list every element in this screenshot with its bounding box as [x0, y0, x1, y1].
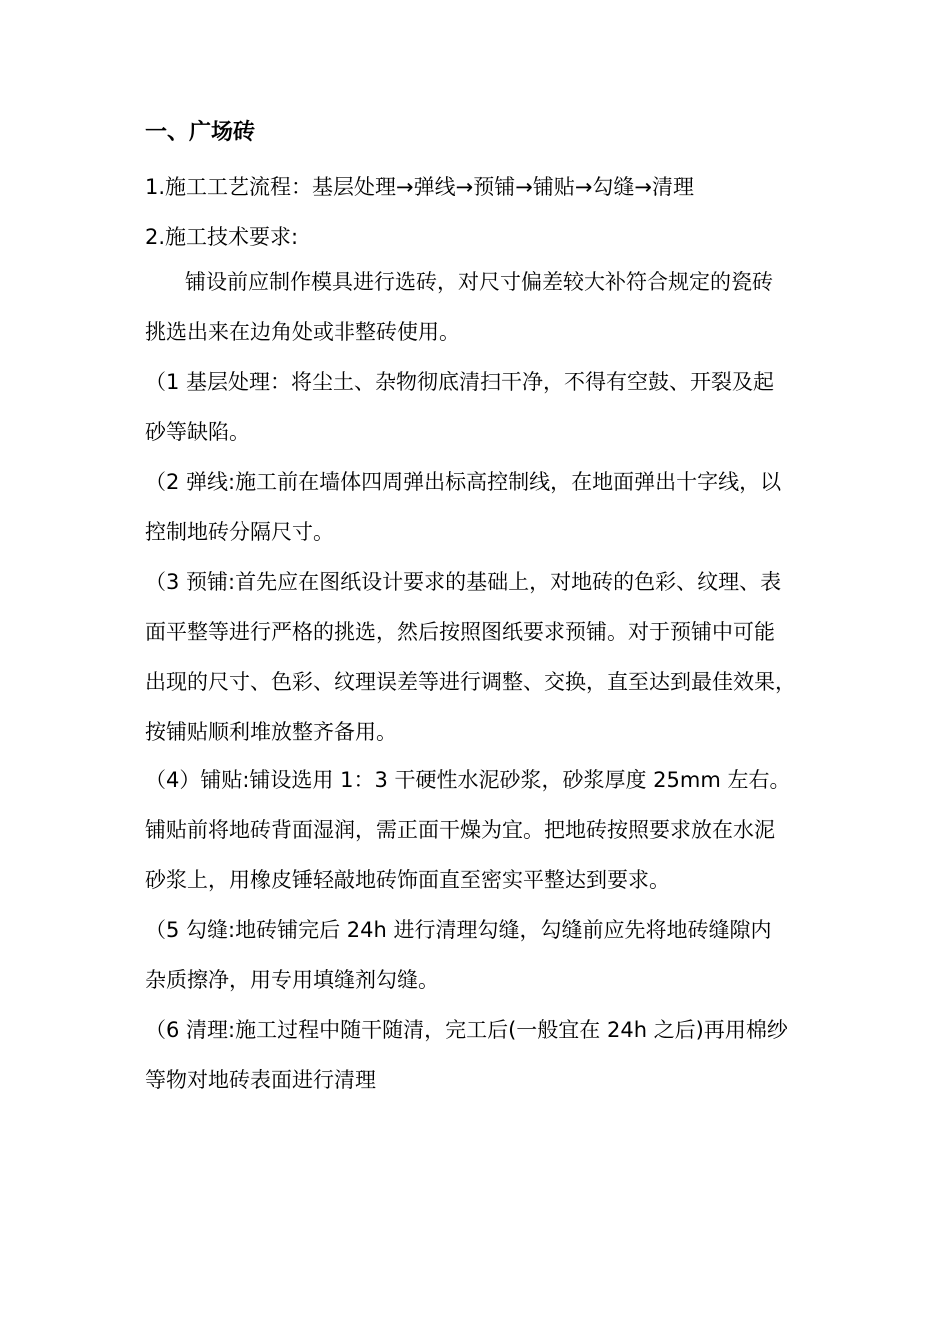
paragraph-line: （3 预铺:首先应在图纸设计要求的基础上，对地砖的色彩、纹理、表: [145, 570, 782, 594]
paragraph-line: 砂浆上，用橡皮锤轻敲地砖饰面直至密实平整达到要求。: [145, 868, 670, 892]
paragraph-line: （1 基层处理：将尘土、杂物彻底清扫干净，不得有空鼓、开裂及起: [145, 370, 775, 394]
paragraph-line: 等物对地砖表面进行清理: [145, 1068, 376, 1092]
paragraph-line: 铺贴前将地砖背面湿润，需正面干燥为宜。把地砖按照要求放在水泥: [145, 818, 775, 842]
paragraph-line: （5 勾缝:地砖铺完后 24h 进行清理勾缝，勾缝前应先将地砖缝隙内: [145, 918, 772, 942]
paragraph-line: 铺设前应制作模具进行选砖，对尺寸偏差较大补符合规定的瓷砖: [185, 270, 773, 294]
process-flow-line: 1.施工工艺流程：基层处理→弹线→预铺→铺贴→勾缝→清理: [145, 175, 695, 199]
section-heading: 一、广场砖: [145, 120, 256, 145]
paragraph-line: （2 弹线:施工前在墙体四周弹出标高控制线，在地面弹出十字线，以: [145, 470, 782, 494]
paragraph-line: 砂等缺陷。: [145, 420, 250, 444]
paragraph-line: 面平整等进行严格的挑选，然后按照图纸要求预铺。对于预铺中可能: [145, 620, 775, 644]
paragraph-line: 控制地砖分隔尺寸。: [145, 520, 334, 544]
tech-requirements-title: 2.施工技术要求:: [145, 225, 299, 249]
paragraph-line: 出现的尺寸、色彩、纹理误差等进行调整、交换，直至达到最佳效果，: [145, 670, 796, 694]
paragraph-line: 按铺贴顺利堆放整齐备用。: [145, 720, 397, 744]
paragraph-line: 挑选出来在边角处或非整砖使用。: [145, 320, 460, 344]
paragraph-line: 杂质擦净，用专用填缝剂勾缝。: [145, 968, 439, 992]
paragraph-line: （6 清理:施工过程中随干随清，完工后(一般宜在 24h 之后)再用棉纱: [145, 1018, 788, 1042]
paragraph-line: （4）铺贴:铺设选用 1：3 干硬性水泥砂浆，砂浆厚度 25mm 左右。: [145, 768, 791, 792]
